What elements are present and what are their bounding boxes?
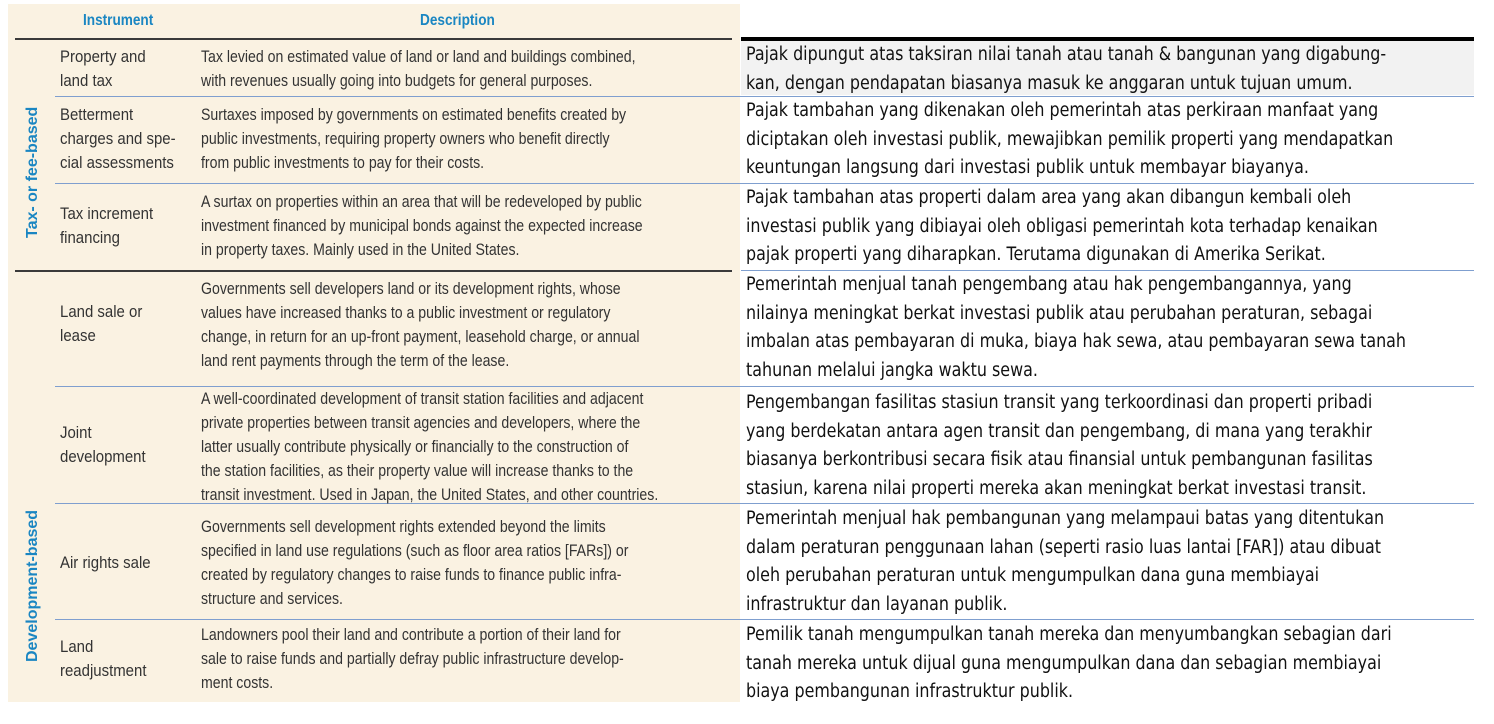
instrument-line: financing bbox=[60, 228, 120, 247]
translation-line: tanah mereka untuk dijual guna mengumpulkan dana dan sebagian membiayai bbox=[746, 652, 1382, 674]
group-label-development: Development-based bbox=[24, 509, 41, 662]
translation-cell bbox=[746, 97, 1394, 183]
description-line: with revenues usually going into budgets for general purposes. bbox=[201, 71, 593, 90]
description-cell bbox=[201, 103, 716, 175]
description-line: transit investment. Used in Japan, the United States, and other countries. bbox=[201, 485, 659, 504]
instrument-line: charges and spe- bbox=[60, 129, 176, 148]
description-cell bbox=[201, 623, 716, 695]
description-line: Tax levied on estimated value of land or land and buildings combined, bbox=[201, 47, 636, 66]
translation-line: yang berdekatan antara agen transit dan pengembang, di mana yang terakhir bbox=[746, 420, 1373, 442]
description-line: investment financed by municipal bonds against the expected increase bbox=[201, 216, 643, 235]
translation-line: Pengembangan fasilitas stasiun transit yang terkoordinasi dan properti pribadi bbox=[746, 392, 1373, 413]
description-cell bbox=[201, 277, 716, 373]
translation-line: Pemerintah menjual tanah pengembang atau hak pengembangannya, yang bbox=[746, 274, 1352, 295]
translation-line: tahunan melalui jangka waktu sewa. bbox=[746, 359, 1038, 381]
description-line: sale to raise funds and partially defray public infrastructure develop- bbox=[201, 649, 624, 668]
instrument-cell bbox=[60, 551, 183, 575]
instrument-line: development bbox=[60, 447, 146, 466]
header-instrument: Instrument bbox=[83, 12, 154, 29]
description-cell bbox=[201, 387, 716, 507]
description-line: Governments sell developers land or its development rights, whose bbox=[201, 279, 621, 298]
description-line: specified in land use regulations (such as floor area ratios [FARs]) or bbox=[201, 541, 629, 560]
instrument-line: readjustment bbox=[60, 661, 147, 680]
translation-line: dalam peraturan penggunaan lahan (seperti rasio luas lantai [FAR]) atau dibuat bbox=[746, 536, 1382, 558]
description-line: Governments sell development rights extended beyond the limits bbox=[201, 517, 606, 536]
instrument-line: Betterment bbox=[60, 105, 134, 124]
description-line: land rent payments through the term of the lease. bbox=[201, 351, 510, 370]
description-line: values have increased thanks to a public investment or regulatory bbox=[201, 303, 611, 322]
description-line: Landowners pool their land and contribute a portion of their land for bbox=[201, 625, 621, 644]
translation-cell bbox=[746, 41, 1387, 98]
instrument-cell bbox=[60, 300, 183, 348]
instrument-line: Land bbox=[60, 637, 94, 656]
translation-line: Pemilik tanah mengumpulkan tanah mereka dan menyumbangkan sebagian dari bbox=[746, 624, 1392, 645]
instrument-line: Joint bbox=[60, 423, 92, 442]
translation-line: keuntungan langsung dari investasi publik untuk membayar biayanya. bbox=[746, 157, 1309, 178]
description-line: latter usually contribute physically or financially to the construction of bbox=[201, 437, 629, 456]
translation-cell bbox=[746, 271, 1407, 385]
group-label-tax: Tax- or fee-based bbox=[24, 106, 41, 238]
header-description: Description bbox=[420, 12, 495, 29]
translation-line: Pajak tambahan atas properti dalam area yang akan dibangun kembali oleh bbox=[746, 187, 1352, 208]
translation-line: stasiun, karena nilai properti mereka akan meningkat berkat investasi transit. bbox=[746, 477, 1367, 499]
translation-line: biaya pembangunan infrastruktur publik. bbox=[746, 681, 1074, 702]
translation-cell bbox=[746, 184, 1382, 270]
description-line: created by regulatory changes to raise funds to finance public infra- bbox=[201, 565, 622, 584]
instrument-line: Air rights sale bbox=[60, 553, 151, 572]
description-line: from public investments to pay for their costs. bbox=[201, 153, 485, 172]
translation-line: infrastruktur dan layanan publik. bbox=[746, 593, 1008, 615]
translation-line: biasanya berkontribusi secara fisik atau finansial untuk pembangunan fasilitas bbox=[746, 449, 1373, 470]
translation-cell bbox=[746, 621, 1392, 707]
instrument-line: cial assessments bbox=[60, 153, 174, 172]
description-line: A surtax on properties within an area that will be redeveloped by public bbox=[201, 192, 642, 211]
instrument-line: land tax bbox=[60, 71, 113, 90]
instrument-cell bbox=[60, 103, 183, 175]
description-line: change, in return for an up-front payment, leasehold charge, or annual bbox=[201, 327, 640, 346]
description-cell bbox=[201, 45, 716, 93]
description-line: the station facilities, as their property value will increase thanks to the bbox=[201, 461, 634, 480]
description-line: structure and services. bbox=[201, 589, 343, 608]
translation-line: nilainya meningkat berkat investasi publik atau perubahan peraturan, sebagai bbox=[746, 302, 1373, 324]
description-line: A well-coordinated development of transit station facilities and adjacent bbox=[201, 389, 644, 408]
translation-cell bbox=[746, 389, 1382, 503]
translation-line: diciptakan oleh investasi publik, mewajibkan pemilik properti yang mendapatkan bbox=[746, 128, 1394, 150]
translation-line: imbalan atas pembayaran di muka, biaya hak sewa, atau pembayaran sewa tanah bbox=[746, 331, 1407, 352]
description-cell bbox=[201, 190, 716, 262]
header-rule bbox=[15, 38, 732, 40]
translation-line: oleh perubahan peraturan untuk mengumpulkan dana guna membiayai bbox=[746, 565, 1320, 586]
group-divider bbox=[15, 270, 732, 272]
description-line: private properties between transit agencies and developers, where the bbox=[201, 413, 641, 432]
instrument-line: Land sale or bbox=[60, 302, 143, 321]
description-line: public investments, requiring property owners who benefit directly bbox=[201, 129, 610, 148]
translation-line: investasi publik yang dibiayai oleh obligasi pemerintah kota terhadap kenaikan bbox=[746, 215, 1378, 237]
instrument-cell bbox=[60, 421, 183, 469]
instrument-line: Property and bbox=[60, 47, 146, 66]
translation-line: Pajak tambahan yang dikenakan oleh pemerintah atas perkiraan manfaat yang bbox=[746, 100, 1379, 121]
translation-line: Pemerintah menjual hak pembangunan yang melampaui batas yang ditentukan bbox=[746, 508, 1385, 529]
translation-line: Pajak dipungut atas taksiran nilai tanah atau tanah & bangunan yang digabung- bbox=[746, 44, 1387, 65]
instrument-cell bbox=[60, 635, 183, 683]
instrument-cell bbox=[60, 45, 183, 93]
description-line: in property taxes. Mainly used in the United States. bbox=[201, 240, 520, 259]
translation-line: pajak properti yang diharapkan. Terutama digunakan di Amerika Serikat. bbox=[746, 244, 1326, 265]
description-line: Surtaxes imposed by governments on estimated benefits created by bbox=[201, 105, 627, 124]
row-divider bbox=[55, 619, 1474, 620]
translation-cell bbox=[746, 505, 1385, 619]
instrument-cell bbox=[60, 202, 183, 250]
instrument-line: Tax increment bbox=[60, 204, 154, 223]
translation-line: kan, dengan pendapatan biasanya masuk ke anggaran untuk tujuan umum. bbox=[746, 72, 1353, 94]
description-cell bbox=[201, 515, 716, 611]
description-line: ment costs. bbox=[201, 673, 274, 692]
instrument-line: lease bbox=[60, 326, 96, 345]
